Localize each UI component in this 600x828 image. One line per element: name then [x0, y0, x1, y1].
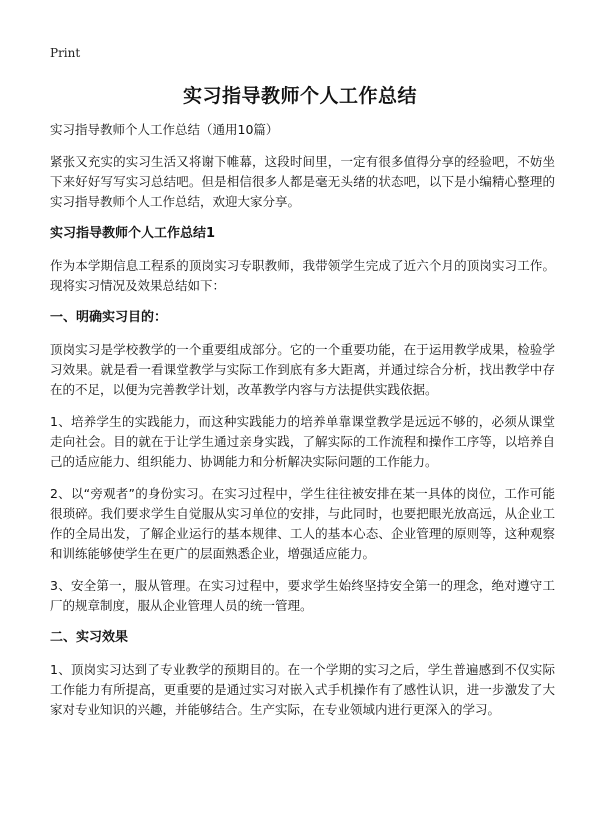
section-heading-purpose: 一、明确实习目的：: [50, 310, 168, 325]
paragraph: 顶岗实习是学校教学的一个重要组成部分。它的一个重要功能，在于运用教学成果，检验学习效果。就是看一看课堂教学与实际工作到底有多大距离，并通过综合分析，找出教学中存在的不足，以便为完善教学计划，改革教学内容与方法提供实践依据。: [50, 342, 555, 397]
paragraph: 3、安全第一，服从管理。在实习过程中，要求学生始终坚持安全第一的理念，绝对遵守工厂的规章制度，服从企业管理人员的统一管理。: [50, 578, 555, 613]
paragraph: 1、顶岗实习达到了专业教学的预期目的。在一个学期的实习之后，学生普遍感到不仅实际工作能力有所提高，更重要的是通过实习对嵌入式手机操作有了感性认识，进一步激发了大家对专业知识的兴趣，并能够结合。生产实际，在专业领域内进行更深入的学习。: [50, 662, 555, 717]
paragraph: 1、培养学生的实践能力，而这种实践能力的培养单靠课堂教学是远远不够的，必须从课堂走向社会。目的就在于让学生通过亲身实践，了解实际的工作流程和操作工序等，以培养自己的适应能力、组织能力、协调能力和分析解决实际问题的工作能力。: [50, 414, 555, 469]
section-heading-results: 二、实习效果: [50, 630, 129, 645]
article-intro-paragraph: 作为本学期信息工程系的顶岗实习专职教师，我带领学生完成了近六个月的顶岗实习工作。现将实习情况及效果总结如下：: [50, 258, 555, 293]
print-link[interactable]: Print: [50, 46, 81, 60]
paragraph: 2、以“旁观者”的身份实习。在实习过程中，学生往往被安排在某一具体的岗位，工作可能很琐碎。我们要求学生自觉服从实习单位的安排，与此同时，也要把眼光放高远，从企业工作的全局出发，了解企业运行的基本规律、工人的基本心态、企业管理的原则等，这种观察和训练能够使学生在更广的层面熟悉企业，增强适应能力。: [50, 486, 555, 561]
intro-paragraph: 紧张又充实的实习生活又将谢下帷幕，这段时间里，一定有很多值得分享的经验吧，不妨坐下来好好写写实习总结吧。但是相信很多人都是毫无头绪的状态吧，以下是小编精心整理的实习指导教师个人工作总结，欢迎大家分享。: [50, 154, 555, 209]
document-body: [50, 120, 555, 732]
page-title: 实习指导教师个人工作总结: [182, 85, 417, 107]
document-subtitle: 实习指导教师个人工作总结（通用10篇）: [50, 122, 279, 137]
article-title: 实习指导教师个人工作总结1: [50, 226, 216, 241]
